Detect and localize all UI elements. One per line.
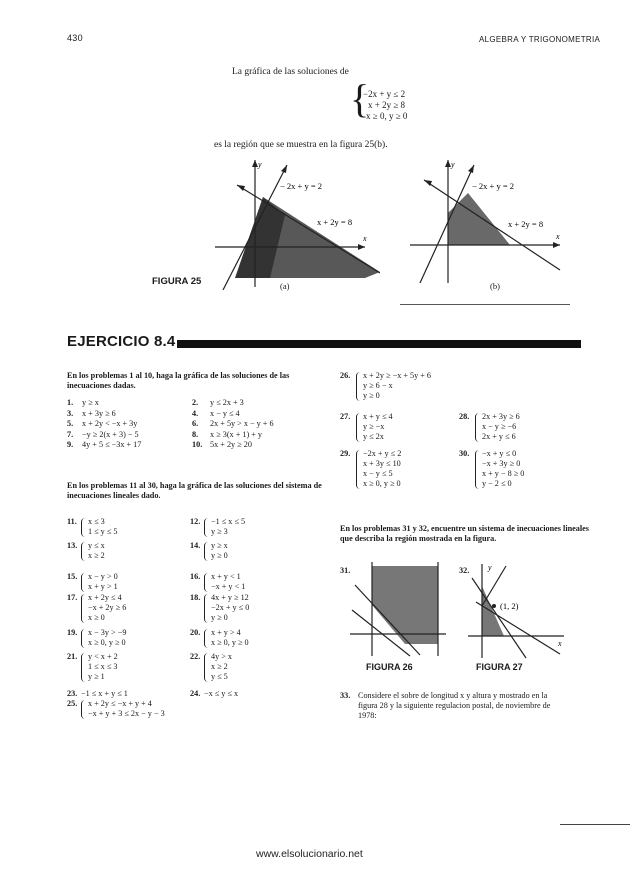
problem-system	[67, 517, 117, 537]
system-brace	[81, 594, 85, 623]
list-item	[67, 398, 337, 409]
problem-text: 5x + 2y ≥ 20	[210, 440, 252, 450]
intro-system-line: x ≥ 0, y ≥ 0	[366, 111, 408, 121]
list-item	[67, 409, 337, 420]
problem-number: 2.	[192, 398, 199, 407]
problem-system	[67, 699, 165, 719]
x-axis-arrow	[358, 244, 365, 250]
system-line: y ≥ x	[211, 541, 228, 550]
problem-number: 18.	[190, 593, 201, 602]
system-line: −x ≤ y ≤ x	[204, 689, 239, 698]
figure-25-label: FIGURA 25	[152, 276, 202, 287]
system-line: −x + 2y ≥ 6	[88, 603, 127, 612]
problem-system	[190, 517, 245, 537]
problem-system	[190, 628, 249, 648]
system-line: −2x + y ≤ 2	[363, 449, 402, 458]
problem-text: x + 3y ≥ 6	[82, 408, 116, 418]
system-line: −x + y + 3 ≤ 2x − y − 3	[88, 709, 165, 718]
problem-system	[190, 541, 228, 561]
system-brace	[204, 594, 208, 623]
system-line: x + 2y ≤ 4	[88, 593, 122, 602]
problem-number: 9.	[67, 440, 74, 450]
block4-instruction: En los problemas 31 y 32, encuentre un sistema de inecuaciones lineales que describa la región mostrada en la figura.	[340, 524, 589, 543]
block2-instruction: En los problemas 11 al 30, haga la gráfica de las soluciones del sistema de inecuaciones lineales dado.	[67, 481, 322, 500]
list-item	[67, 440, 337, 451]
system-line: x + y ≤ 4	[363, 412, 393, 421]
problem-number: 10.	[192, 440, 203, 450]
figure-26-label: FIGURA 26	[366, 662, 413, 672]
problem-text: x ≥ 3(x + 1) + y	[210, 429, 262, 439]
line-1-label: − 2x + y = 2	[472, 181, 515, 191]
problem-number: 26.	[340, 371, 351, 380]
problem-number: 15.	[67, 572, 78, 581]
problem-number: 13.	[67, 541, 78, 550]
y-axis-label: y	[451, 160, 455, 169]
system-line: x ≤ 3	[88, 517, 105, 526]
problem-system	[190, 572, 245, 592]
problem-number: 23.	[67, 689, 78, 698]
system-line: x − y ≤ 5	[363, 469, 393, 478]
system-line: −x + y ≤ 0	[482, 449, 517, 458]
system-line: y ≥ 1	[88, 672, 105, 681]
system-line: x ≥ 2	[88, 551, 105, 560]
problem-number: 28.	[459, 412, 470, 421]
system-line: 1 ≤ x ≤ 3	[88, 662, 118, 671]
problem-number: 19.	[67, 628, 78, 637]
problem-text: y ≥ x	[82, 398, 99, 407]
problem-number: 30.	[459, 449, 470, 458]
intro-line-1: La gráfica de las soluciones de	[232, 67, 349, 77]
problem-system	[67, 689, 128, 699]
intro-system-line: x + 2y ≥ 8	[368, 100, 406, 110]
problem-text: x + 2y < −x + 3y	[82, 419, 138, 429]
problem-system	[459, 449, 524, 489]
system-line: y ≥ 0	[363, 391, 380, 400]
system-line: 4x + y ≥ 12	[211, 593, 249, 602]
page-number: 430	[67, 33, 83, 43]
system-line: x − y ≥ −6	[482, 422, 517, 431]
problem-number: 20.	[190, 628, 201, 637]
system-line: y ≥ −x	[363, 422, 385, 431]
system-line: y ≥ 6 − x	[363, 381, 393, 390]
problem-text: y ≤ 2x + 3	[210, 398, 244, 407]
line-2-label: x + 2y = 8	[317, 217, 353, 227]
intro-system-line: −2x + y ≤ 2	[363, 89, 406, 99]
problem-number: 3.	[67, 408, 74, 418]
region-shade	[482, 586, 504, 636]
line-1-label: − 2x + y = 2	[280, 181, 323, 191]
problem-31-number: 31.	[340, 566, 351, 575]
problem-32-number: 32.	[459, 566, 470, 575]
point-marker	[492, 604, 496, 608]
system-line: 2x + 3y ≥ 6	[482, 412, 520, 421]
system-line: x + y − 8 ≥ 0	[482, 469, 525, 478]
system-line: −1 ≤ x ≤ 5	[211, 517, 246, 526]
system-brace	[356, 450, 360, 489]
problem-number: 16.	[190, 572, 201, 581]
problem-system	[67, 628, 126, 648]
system-brace	[204, 629, 208, 648]
system-line: y ≤ x	[88, 541, 105, 550]
system-brace	[81, 518, 85, 537]
intro-system	[363, 89, 407, 122]
problem-number: 33.	[340, 691, 351, 700]
list-item	[67, 430, 337, 441]
line-arrow	[237, 185, 245, 191]
system-line: −1 ≤ x + y ≤ 1	[81, 689, 128, 698]
system-line: y ≥ 3	[211, 527, 228, 536]
point-label: (1, 2)	[500, 601, 519, 611]
block1-list	[67, 398, 337, 451]
system-line: x ≥ 0	[88, 613, 105, 622]
problem-system	[67, 541, 105, 561]
intro-line-2: es la región que se muestra en la figura 25(b).	[214, 140, 388, 150]
system-brace	[356, 372, 360, 401]
running-title: ALGEBRA Y TRIGONOMETRIA	[479, 35, 601, 44]
problem-system	[190, 652, 232, 682]
system-brace	[356, 413, 360, 442]
problem-number: 4.	[192, 408, 199, 418]
system-brace	[475, 450, 479, 489]
boundary-line	[482, 566, 506, 606]
line-arrow	[468, 165, 474, 173]
problem-system	[340, 412, 393, 442]
system-line: x + y > 1	[88, 582, 118, 591]
problem-number: 14.	[190, 541, 201, 550]
system-line: y − 2 ≤ 0	[482, 479, 512, 488]
problem-33-line: figura 28 y la siguiente regulacion postal, de noviembre de	[358, 701, 551, 710]
system-line: x + 3y ≤ 10	[363, 459, 401, 468]
figure-27-graph	[468, 562, 568, 662]
system-brace	[204, 542, 208, 561]
problem-text: x − y ≤ 4	[210, 408, 240, 418]
system-line: 4y > x	[211, 652, 232, 661]
problem-33	[340, 691, 590, 721]
block1-instruction: En los problemas 1 al 10, haga la gráfica de las soluciones de las inecuaciones dadas.	[67, 371, 290, 390]
figure-25a-caption: (a)	[280, 281, 290, 291]
problem-text: −y ≥ 2(x + 3) − 5	[82, 429, 139, 439]
system-brace	[204, 573, 208, 592]
system-line: x + 2y ≥ −x + 5y + 6	[363, 371, 431, 380]
problem-system	[67, 572, 118, 592]
figure-27-label: FIGURA 27	[476, 662, 523, 672]
system-line: y ≤ 2x	[363, 432, 384, 441]
problem-33-line: 1978:	[358, 711, 377, 720]
line-2-label: x + 2y = 8	[508, 219, 544, 229]
figure-26-graph	[350, 560, 450, 660]
x-axis-label: x	[363, 234, 367, 243]
x-axis-label: x	[558, 639, 562, 648]
system-brace	[81, 573, 85, 592]
title-bar	[177, 340, 581, 348]
problem-number: 6.	[192, 419, 199, 429]
figure-25b-graph	[410, 155, 575, 285]
divider	[400, 304, 570, 305]
boundary-line	[472, 578, 526, 658]
system-brace	[204, 653, 208, 682]
problem-number: 8.	[192, 429, 199, 439]
list-item	[67, 419, 337, 430]
figure-25b-caption: (b)	[490, 281, 500, 291]
system-brace	[81, 700, 85, 719]
intro-brace: {	[350, 76, 370, 121]
problem-number: 29.	[340, 449, 351, 458]
system-line: y ≤ 5	[211, 672, 228, 681]
problem-number: 24.	[190, 689, 201, 698]
system-line: −x + 3y ≥ 0	[482, 459, 521, 468]
problem-system	[67, 652, 118, 682]
system-line: x + 2y ≤ −x + y + 4	[88, 699, 152, 708]
problem-number: 17.	[67, 593, 78, 602]
system-brace	[81, 653, 85, 682]
divider	[560, 824, 630, 825]
problem-system	[190, 689, 238, 699]
system-line: x + y > 4	[211, 628, 241, 637]
problem-number: 21.	[67, 652, 78, 661]
y-axis-label: y	[258, 160, 262, 169]
problem-system	[67, 593, 126, 623]
problem-33-line: Considere el sobre de longitud x y altura y mostrado en la	[358, 691, 548, 700]
problem-number: 7.	[67, 429, 74, 439]
system-line: x ≥ 2	[211, 662, 228, 671]
system-line: −2x + y ≤ 0	[211, 603, 250, 612]
problem-number: 22.	[190, 652, 201, 661]
problem-text: 2x + 5y > x − y + 6	[210, 419, 274, 429]
system-line: −x + y < 1	[211, 582, 246, 591]
exercise-title: EJERCICIO 8.4	[67, 333, 176, 350]
y-axis-label: y	[488, 563, 492, 572]
figure-25a-graph	[215, 155, 380, 290]
system-line: y ≥ 0	[211, 551, 228, 560]
footer-url: www.elsolucionario.net	[256, 848, 363, 860]
system-line: 2x + y ≤ 6	[482, 432, 516, 441]
x-axis-label: x	[556, 232, 560, 241]
system-line: y ≥ 0	[211, 613, 228, 622]
system-line: x + y < 1	[211, 572, 241, 581]
problem-number: 1.	[67, 398, 74, 407]
system-brace	[81, 542, 85, 561]
problem-number: 25.	[67, 699, 78, 708]
problem-number: 12.	[190, 517, 201, 526]
x-axis-arrow	[553, 242, 560, 248]
system-line: 1 ≤ y ≤ 5	[88, 527, 118, 536]
system-line: x − y > 0	[88, 572, 118, 581]
problem-text: 4y + 5 ≤ −3x + 17	[82, 440, 142, 450]
system-line: x ≥ 0, y ≥ 0	[211, 638, 249, 647]
problem-system	[340, 371, 431, 401]
problem-number: 27.	[340, 412, 351, 421]
system-line: x ≥ 0, y ≥ 0	[88, 638, 126, 647]
problem-system	[340, 449, 401, 489]
system-brace	[204, 518, 208, 537]
problem-number: 5.	[67, 419, 74, 429]
system-line: x − 3y > −9	[88, 628, 127, 637]
problem-system	[190, 593, 249, 623]
problem-system	[459, 412, 520, 442]
problem-number: 11.	[67, 517, 77, 526]
system-line: x ≥ 0, y ≥ 0	[363, 479, 401, 488]
system-brace	[475, 413, 479, 442]
system-line: y < x + 2	[88, 652, 118, 661]
system-brace	[81, 629, 85, 648]
line-arrow	[281, 165, 287, 173]
